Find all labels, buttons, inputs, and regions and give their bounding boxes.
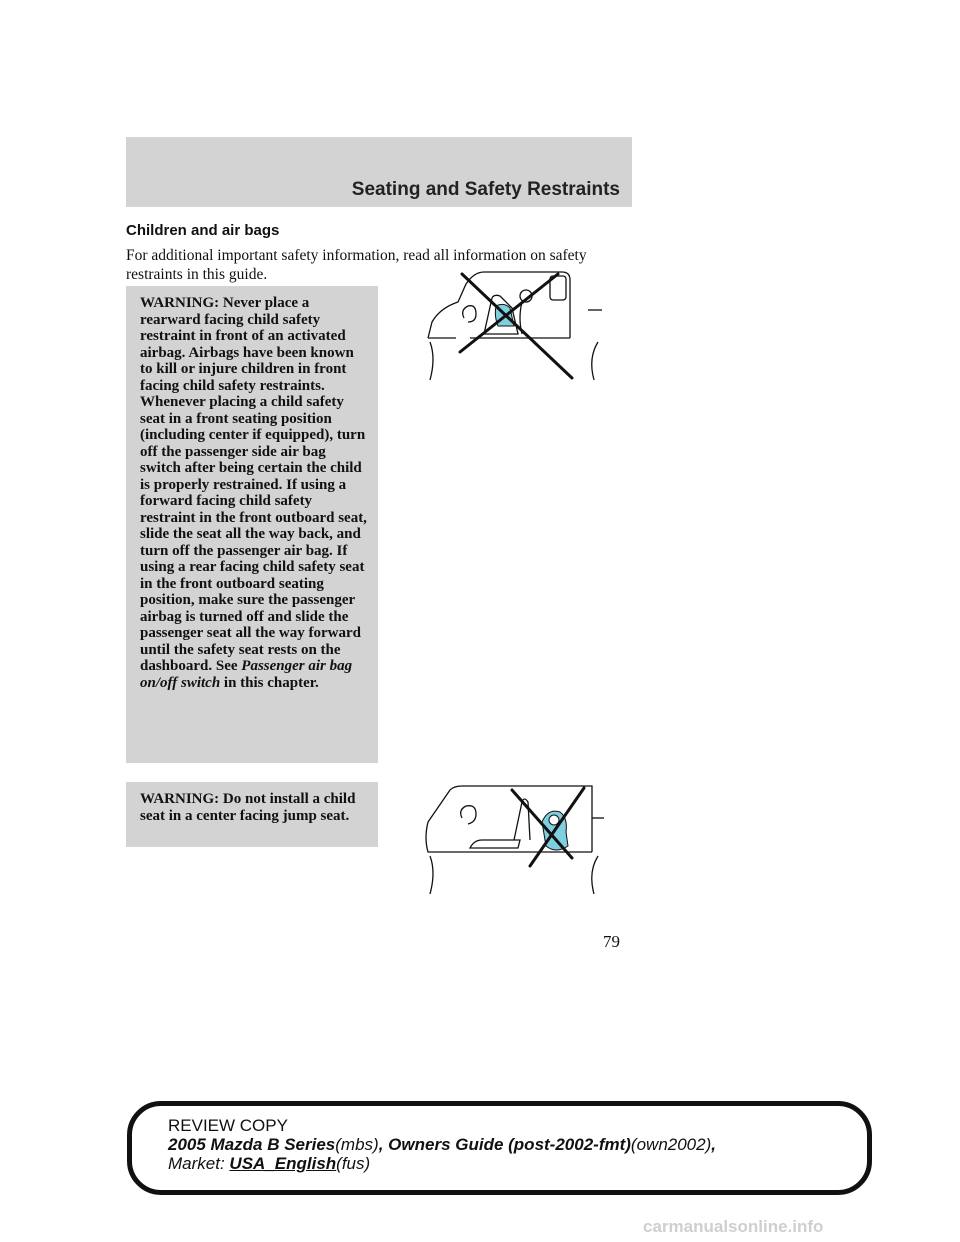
- cross-reference-link[interactable]: Passenger air bag on/off switch: [140, 658, 353, 691]
- warning-box-rear-facing: [126, 286, 378, 763]
- intro-paragraph: For additional important safety information, read all information on safety restraints in this guide.: [126, 247, 587, 283]
- model-name: 2005 Mazda B Series: [168, 1135, 336, 1154]
- review-copy-footer: [127, 1101, 872, 1195]
- market-line: [168, 1154, 716, 1173]
- page-title: Seating and Safety Restraints: [351, 179, 620, 200]
- market-code: (fus): [336, 1154, 371, 1173]
- guide-name: , Owners Guide (post-2002-fmt): [378, 1135, 631, 1154]
- market-label: Market:: [168, 1154, 225, 1173]
- watermark: carmanualsonline.info: [643, 1217, 824, 1236]
- review-copy-label: REVIEW COPY: [168, 1116, 288, 1135]
- review-copy-text: [168, 1116, 716, 1173]
- warning-text: WARNING: Do not install a child seat in a center facing jump seat.: [140, 791, 356, 824]
- warning-suffix: in this chapter.: [223, 674, 319, 691]
- no-rear-facing-seat-front-icon: [422, 268, 604, 384]
- section-heading: Children and air bags: [126, 222, 280, 239]
- market-value: USA_English: [229, 1154, 337, 1173]
- page-number: 79: [603, 932, 620, 951]
- comma: ,: [711, 1135, 716, 1154]
- header-band: [126, 137, 632, 207]
- warning-body: WARNING: Never place a rearward facing child safety restraint in front of an activated airbag. Airbags have been known to kill or injure children in front facing child safety restraints. Whenever placing a child safety seat in a front seating position (including center if equipped), turn off the passenger side air bag switch after being certain the child is properly restrained. If using a forward facing child safety restraint in the front outboard seat, slide the seat all the way back, and turn off the passenger air bag. If using a rear facing child safety seat in the front outboard seating position, make sure the passenger airbag is turned off and slide the passenger seat all the way forward until the safety seat rests on the dashboard. See: [140, 295, 367, 674]
- warning-box-jump-seat: [126, 782, 378, 847]
- no-child-seat-jump-seat-icon: [422, 782, 604, 898]
- guide-code: (own2002): [630, 1135, 712, 1154]
- model-code: (mbs): [335, 1135, 379, 1154]
- warning-text: [126, 286, 378, 699]
- model-line: [168, 1135, 716, 1154]
